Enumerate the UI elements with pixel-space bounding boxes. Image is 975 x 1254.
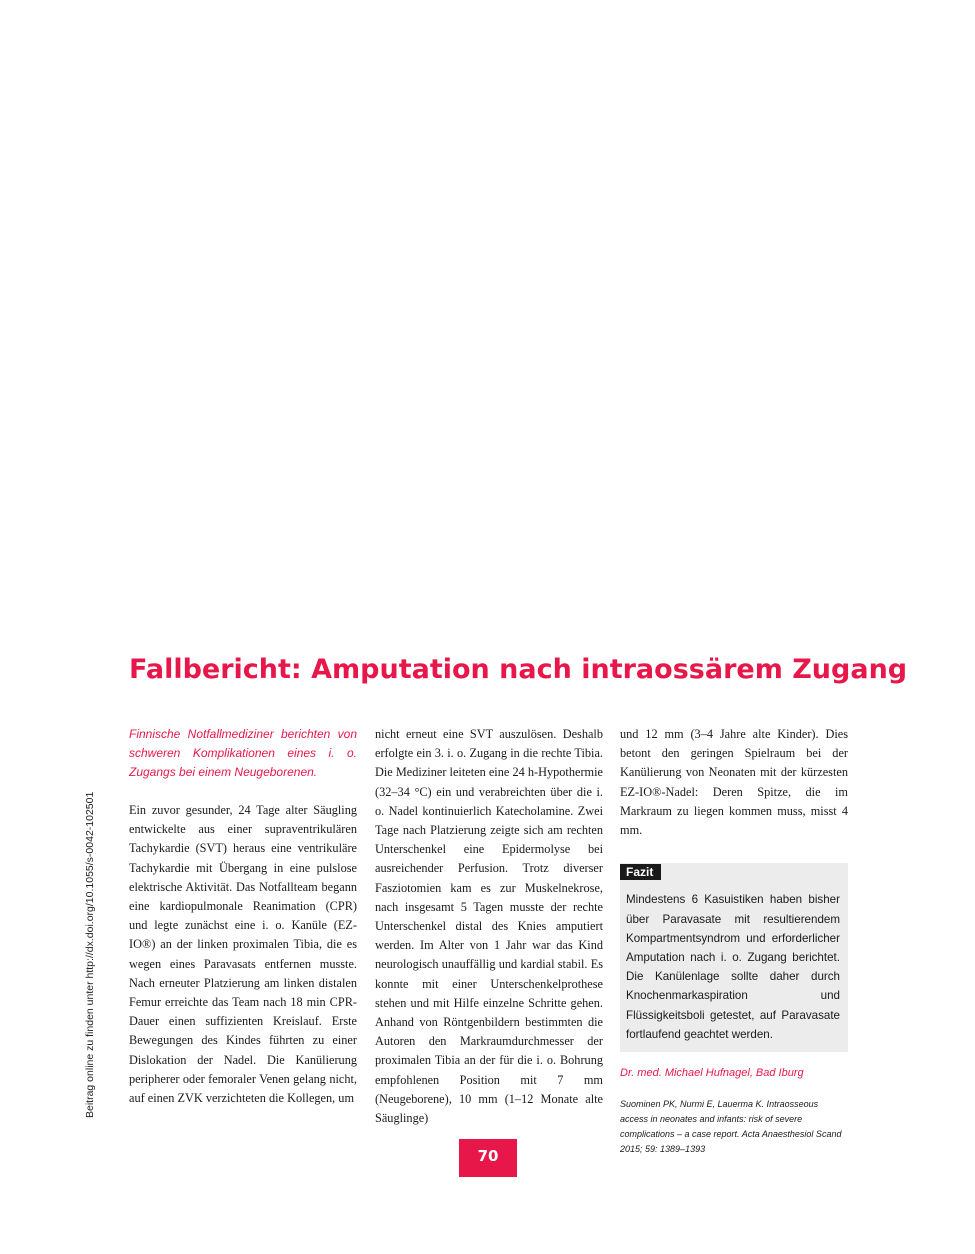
page-number: 70 — [459, 1139, 517, 1177]
reference-citation: Suominen PK, Nurmi E, Lauerma K. Intraosseous access in neonates and infants: risk of severe complications – a case report. Acta Anaesthesiol Scand 2015; 59: 1389–1393 — [620, 1099, 842, 1155]
doi-side-note: Beitrag online zu finden unter http://dx.doi.org/10.1055/s-0042-102501 — [84, 791, 96, 1118]
fazit-text: Mindestens 6 Kasuistiken haben bisher über Paravasate mit resultierendem Kompartmentsyndrom und erforderlicher Amputation nach i. o. Zugang berichtet. Die Kanülenlage sollte daher durch Knochenmarkaspiration und Flüssigkeitsboli getestet, auf Paravasate fortlaufend geachtet werden. — [626, 893, 840, 1041]
article-lead: Finnische Notfallmediziner berichten von schweren Komplikationen eines i. o. Zugangs bei einem Neugeborenen. — [129, 727, 357, 779]
column-2 — [375, 725, 603, 1128]
body-text-column-2: nicht erneut eine SVT auszulösen. Deshalb erfolgte ein 3. i. o. Zugang in die rechte Tibia. Die Mediziner leiteten eine 24 h-Hypothermie (32–34 °C) ein und verabreichten über die i. o. Nadel kontinuierlich Katecholamine. Zwei Tage nach Platzierung zeigte sich am rechten Unterschenkel eine Epidermolyse bei ausreichender Perfusion. Trotz diverser Fasziotomien kam es zur Muskelnekrose, nach insgesamt 5 Tagen musste der rechte Unterschenkel distal des Knies amputiert werden. Im Alter von 1 Jahr war das Kind neurologisch unauffällig und kardial stabil. Es konnte mit einer Unterschenkelprothese stehen und mit Hilfe einzelne Schritte gehen. Anhand von Röntgenbildern bestimmten die Autoren den Markraumdurchmesser der proximalen Tibia an der für die i. o. Bohrung empfohlenen Position mit 7 mm (Neugeborene), 10 mm (1–12 Monate alte Säuglinge) — [375, 727, 603, 1126]
article-title: Fallbericht: Amputation nach intraossärem Zugang — [129, 654, 908, 685]
column-3 — [620, 725, 848, 1157]
author-line: Dr. med. Michael Hufnagel, Bad Iburg — [620, 1067, 804, 1080]
body-text-column-1: Ein zuvor gesunder, 24 Tage alter Säugling entwickelte aus einer supraventrikulären Tachykardie (SVT) heraus eine ventrikuläre Tachykardie mit Übergang in eine pulslose elektrische Aktivität. Das Notfallteam begann eine kardiopulmonale Reanimation (CPR) und legte zunächst eine i. o. Kanüle (EZ-IO®) an der linken proximalen Tibia, die es wegen eines Paravasats entfernen musste. Nach erneuter Platzierung am linken distalen Femur erreichte das Team nach 18 min CPR-Dauer einen suffizienten Kreislauf. Erste Bewegungen des Kindes führten zu einer Dislokation der Nadel. Die Kanülierung peripherer oder femoraler Venen gelang nicht, auf einen ZVK verzichteten die Kollegen, um — [129, 803, 357, 1106]
fazit-label: Fazit — [620, 864, 661, 880]
column-1 — [129, 725, 357, 1108]
fazit-box — [620, 863, 848, 1052]
body-text-column-3: und 12 mm (3–4 Jahre alte Kinder). Dies betont den geringen Spielraum bei der Kanülierung von Neonaten mit der kürzesten EZ-IO®-Nadel: Deren Spitze, die im Markraum zu liegen kommen muss, misst 4 mm. — [620, 727, 848, 838]
